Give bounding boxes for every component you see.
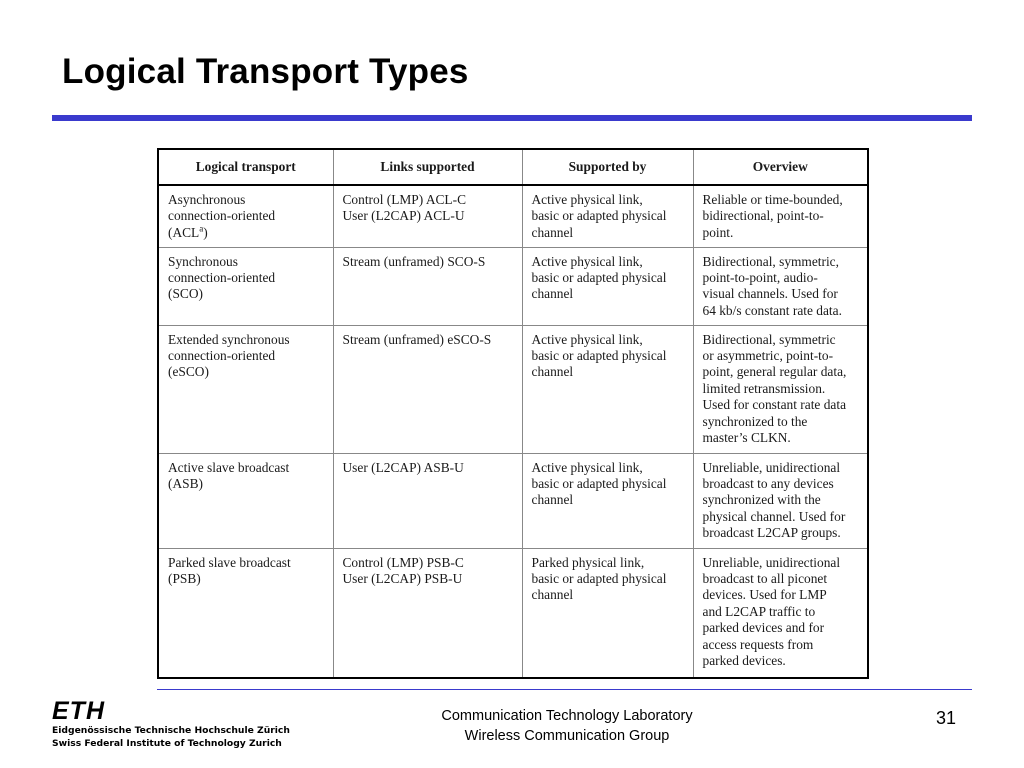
cell-overview [693, 548, 867, 677]
cell-text: channel [531, 364, 574, 380]
cell-text: Active slave broadcast [168, 459, 290, 475]
cell-text: Control (LMP) PSB-C [342, 554, 464, 570]
cell-text: Unreliable, unidirectional [702, 554, 841, 570]
cell-text: (SCO) [168, 286, 203, 302]
cell-supported-by [522, 325, 693, 453]
cell-links-supported [333, 548, 522, 677]
cell-text: 64 kb/s constant rate data. [702, 302, 842, 318]
cell-text: Active physical link, [531, 459, 643, 475]
cell-text: (ASB) [168, 475, 203, 491]
cell-overview [693, 325, 867, 453]
cell-text: channel [531, 224, 574, 240]
eth-logo [52, 698, 290, 750]
table-row [159, 185, 867, 247]
cell-text: channel [531, 492, 574, 508]
cell-text: broadcast to all piconet [702, 570, 828, 586]
cell-text: Active physical link, [531, 253, 643, 269]
cell-text: Control (LMP) ACL-C [342, 192, 466, 207]
cell-text: Active physical link, [531, 331, 643, 347]
cell-text: or asymmetric, point-to- [702, 347, 834, 363]
cell-text: point, general regular data, [702, 364, 847, 380]
cell-logical-transport [159, 325, 333, 453]
cell-text: bidirectional, point-to- [702, 208, 824, 224]
cell-text: physical channel. Used for [702, 508, 846, 524]
table-row [159, 325, 867, 453]
cell-text: limited retransmission. [702, 380, 826, 396]
cell-logical-transport [159, 247, 333, 325]
cell-text: Stream (unframed) eSCO-S [342, 331, 492, 347]
cell-overview [693, 185, 867, 247]
cell-text: visual channels. Used for [702, 286, 838, 302]
cell-text: broadcast L2CAP groups. [702, 525, 841, 541]
footnote-marker: a [199, 223, 204, 234]
cell-links-supported [333, 247, 522, 325]
cell-links-supported [333, 185, 522, 247]
cell-text: connection-oriented [168, 347, 276, 363]
cell-text: User (L2CAP) ACL-U [342, 208, 465, 224]
cell-text: connection-oriented [168, 208, 276, 224]
footer-divider [157, 689, 972, 690]
cell-text: Parked physical link, [531, 554, 645, 570]
table-row [159, 453, 867, 548]
table-header-row [159, 150, 867, 185]
cell-supported-by [522, 453, 693, 548]
cell-text: and L2CAP traffic to [702, 603, 816, 619]
cell-text: (PSB) [168, 570, 201, 586]
cell-text: point-to-point, audio- [702, 269, 818, 285]
header-logical-transport: Logical transport [159, 150, 333, 185]
cell-text: connection-oriented [168, 269, 276, 285]
cell-text: channel [531, 587, 574, 603]
title-underline [52, 115, 972, 121]
cell-text: master’s CLKN. [702, 429, 791, 445]
cell-text: Stream (unframed) SCO-S [342, 253, 486, 269]
cell-text: (eSCO) [168, 364, 209, 380]
cell-text: point. [702, 224, 734, 240]
cell-text: User (L2CAP) PSB-U [342, 570, 463, 586]
cell-text: synchronized to the [702, 413, 808, 429]
cell-text: synchronized with the [702, 492, 821, 508]
cell-text: Bidirectional, symmetric, [702, 253, 839, 269]
cell-text: Active physical link, [531, 192, 643, 207]
cell-text: basic or adapted physical [531, 347, 667, 363]
cell-text: Synchronous [168, 253, 238, 269]
cell-overview [693, 247, 867, 325]
cell-supported-by [522, 548, 693, 677]
footer-lab-info [392, 706, 742, 746]
cell-text: basic or adapted physical [531, 269, 667, 285]
cell-text: Extended synchronous [168, 331, 290, 347]
cell-text: Bidirectional, symmetric [702, 331, 836, 347]
logical-transport-table [157, 148, 869, 679]
cell-supported-by [522, 185, 693, 247]
cell-text-acl: (ACL$^a$) [168, 223, 208, 240]
page-number: 31 [936, 708, 957, 728]
cell-text: Asynchronous [168, 192, 246, 207]
cell-logical-transport [159, 548, 333, 677]
table-row [159, 247, 867, 325]
slide-title: Logical Transport Types [62, 52, 469, 91]
cell-text: Parked slave broadcast [168, 554, 291, 570]
header-overview: Overview [693, 150, 867, 185]
institution-name-english: Swiss Federal Institute of Technology Zurich [52, 738, 282, 749]
cell-text: Reliable or time-bounded, [702, 192, 843, 207]
cell-text: access requests from [702, 636, 814, 652]
cell-text: basic or adapted physical [531, 570, 667, 586]
cell-text: Used for constant rate data [702, 397, 847, 413]
eth-wordmark: ETH [52, 697, 105, 725]
cell-text: devices. Used for LMP [702, 587, 827, 603]
cell-overview [693, 453, 867, 548]
cell-text: User (L2CAP) ASB-U [342, 459, 464, 475]
cell-logical-transport [159, 185, 333, 247]
header-links-supported: Links supported [333, 150, 522, 185]
header-supported-by: Supported by [522, 150, 693, 185]
cell-text: parked devices and for [702, 620, 825, 636]
lab-name: Communication Technology Laboratory [441, 708, 693, 724]
cell-links-supported [333, 325, 522, 453]
cell-text: broadcast to any devices [702, 475, 834, 491]
cell-text: Unreliable, unidirectional [702, 459, 841, 475]
cell-text: parked devices. [702, 652, 786, 668]
group-name: Wireless Communication Group [464, 728, 670, 744]
cell-text: basic or adapted physical [531, 475, 667, 491]
cell-text: basic or adapted physical [531, 208, 667, 224]
cell-supported-by [522, 247, 693, 325]
table-row [159, 548, 867, 677]
cell-links-supported [333, 453, 522, 548]
institution-name-german: Eidgenössische Technische Hochschule Zürich [52, 725, 290, 736]
cell-text: channel [531, 286, 574, 302]
cell-logical-transport [159, 453, 333, 548]
